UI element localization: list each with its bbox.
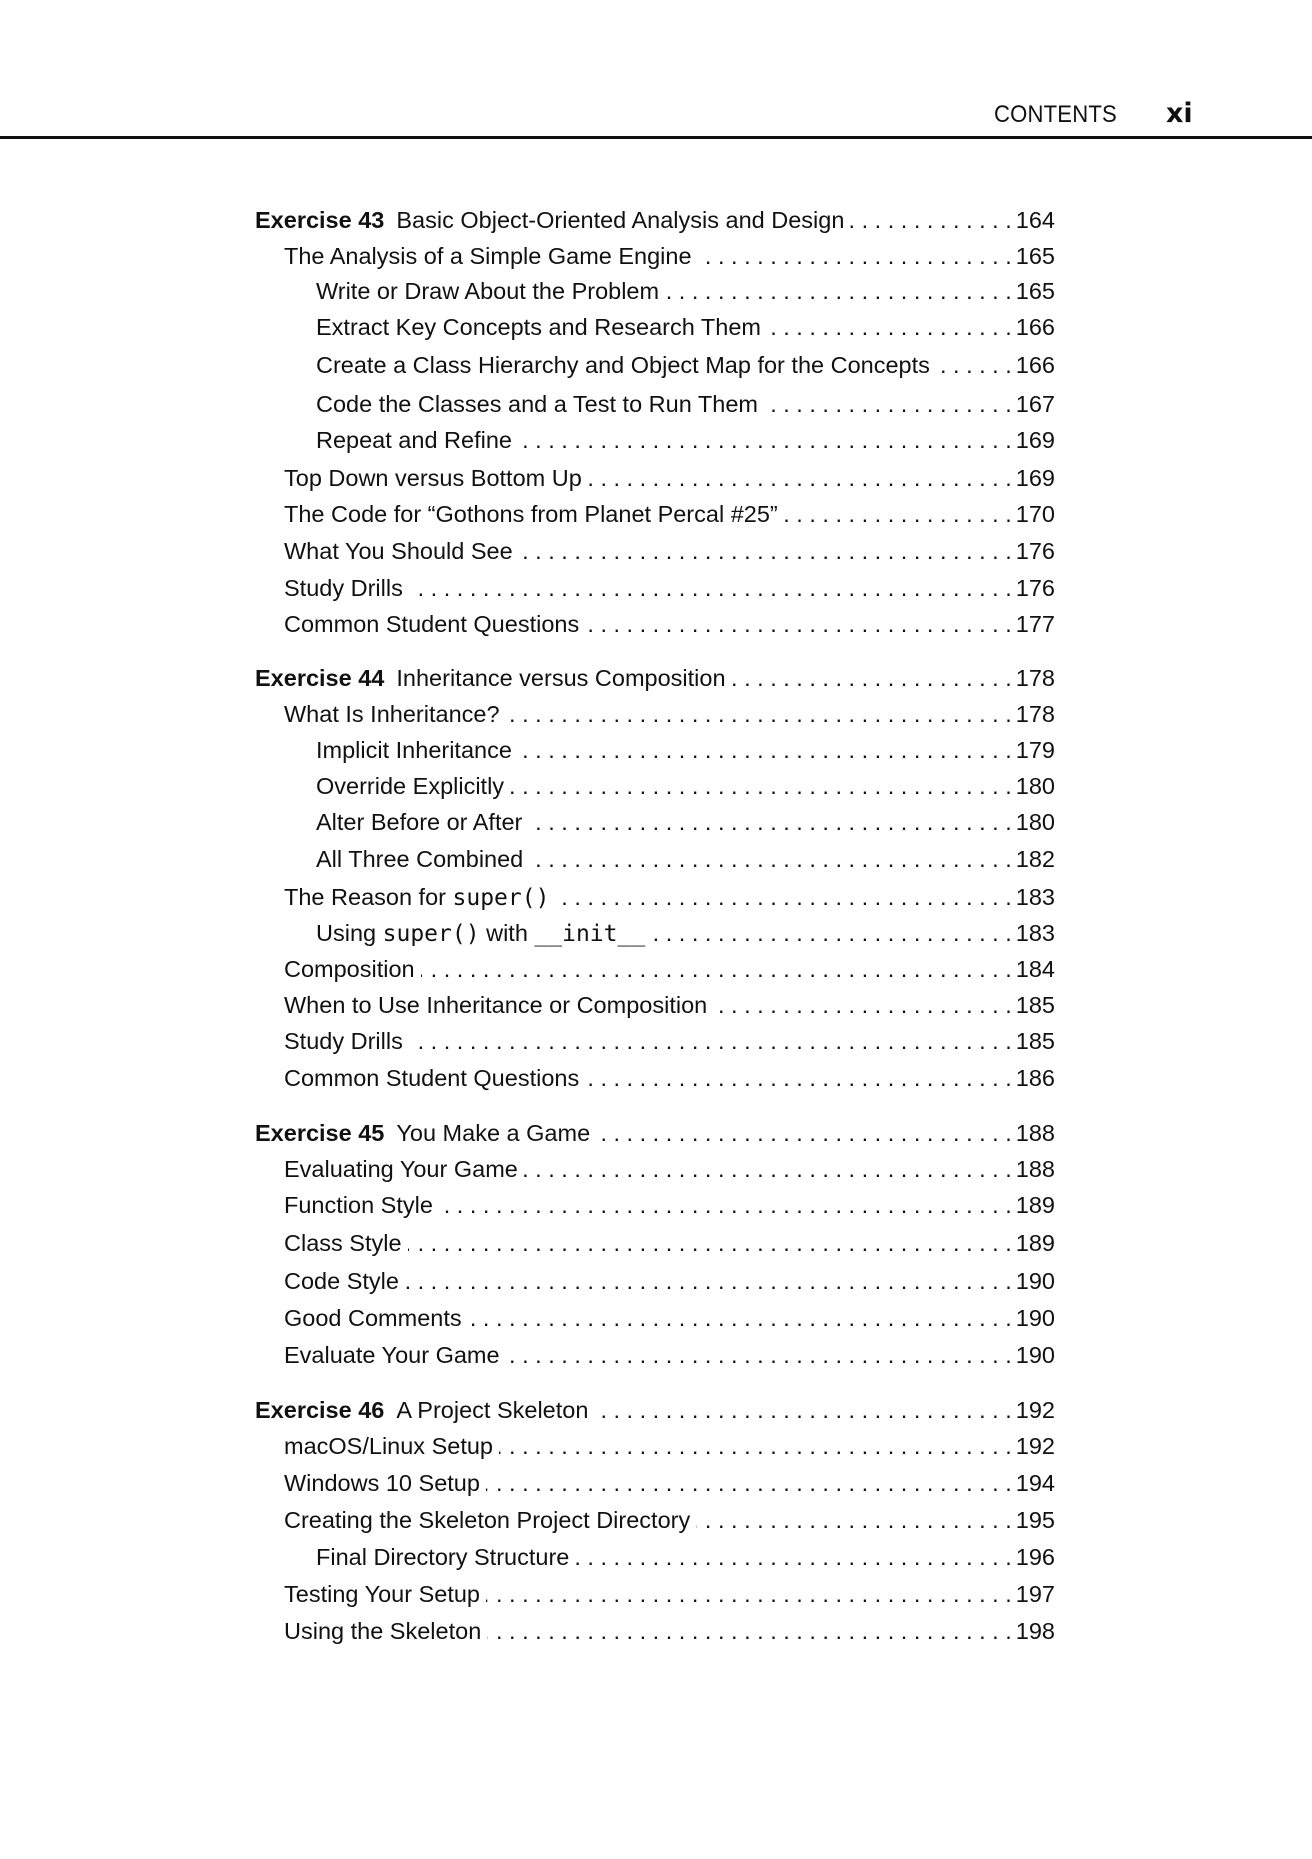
toc-entry-title — [284, 1025, 403, 1057]
exercise-number: Exercise 43 — [255, 207, 385, 233]
toc-page-number: 183 — [1015, 920, 1055, 946]
running-header-label: CONTENTS — [994, 101, 1117, 128]
toc-page-number: 169 — [1015, 427, 1055, 453]
toc-section-entry — [284, 1467, 1055, 1499]
title-text: with — [479, 920, 535, 946]
dot-leader — [596, 1117, 1012, 1149]
title-text: Creating the Skeleton Project Directory — [284, 1507, 691, 1533]
dot-leader — [408, 1227, 1012, 1259]
title-text: Code the Classes and a Test to Run Them — [316, 391, 758, 417]
title-text: The Reason for — [284, 884, 453, 910]
toc-subsection-entry — [316, 806, 1055, 838]
toc-subsection-entry — [316, 388, 1055, 420]
title-text: Testing Your Setup — [284, 1581, 480, 1607]
toc-section-entry — [284, 881, 1055, 913]
toc-entry-title — [284, 1504, 690, 1536]
title-text: Using the Skeleton — [284, 1618, 482, 1644]
toc-page-number: 167 — [1015, 391, 1055, 417]
toc-entry-title — [284, 1339, 500, 1371]
title-text: Common Student Questions — [284, 1065, 580, 1091]
toc-page-number: 185 — [1015, 1028, 1055, 1054]
toc-section-entry — [284, 498, 1055, 530]
title-text: The Analysis of a Simple Game Engine — [284, 243, 692, 269]
title-text: Basic Object-Oriented Analysis and Design — [396, 207, 845, 233]
title-text: Top Down versus Bottom Up — [284, 465, 582, 491]
title-text: Final Directory Structure — [316, 1544, 570, 1570]
toc-entry-title — [284, 498, 778, 530]
toc-entry-title — [284, 989, 707, 1021]
dot-leader — [506, 698, 1012, 730]
dot-leader — [850, 204, 1011, 236]
dot-leader — [528, 806, 1011, 838]
toc-page-number: 176 — [1015, 538, 1055, 564]
toc-page-number: 178 — [1015, 701, 1055, 727]
toc-entry-title — [316, 806, 522, 838]
toc-page-number: 164 — [1015, 207, 1055, 233]
toc-page-number: 189 — [1015, 1230, 1055, 1256]
toc-subsection-entry — [316, 734, 1055, 766]
toc-entry-title — [284, 1467, 480, 1499]
dot-leader — [585, 608, 1012, 640]
title-text: Composition — [284, 956, 415, 982]
dot-leader — [588, 462, 1012, 494]
exercise-number: Exercise 46 — [255, 1397, 385, 1423]
toc-section-entry — [284, 1430, 1055, 1462]
title-text: Write or Draw About the Problem — [316, 278, 660, 304]
toc-page-number: 183 — [1015, 884, 1055, 910]
toc-entry-title — [284, 572, 403, 604]
toc-section-entry — [284, 462, 1055, 494]
toc-page-number: 190 — [1015, 1342, 1055, 1368]
dot-leader — [405, 1265, 1012, 1297]
dot-leader — [936, 349, 1012, 381]
dot-leader — [518, 424, 1012, 456]
toc-page-number: 185 — [1015, 992, 1055, 1018]
title-text: Extract Key Concepts and Research Them — [316, 314, 761, 340]
title-text: Implicit Inheritance — [316, 737, 512, 763]
dot-leader — [439, 1189, 1012, 1221]
toc-page-number: 188 — [1015, 1156, 1055, 1182]
exercise-number: Exercise 44 — [255, 665, 385, 691]
dot-leader — [665, 275, 1012, 307]
toc-entry-title — [284, 698, 500, 730]
dot-leader — [486, 1578, 1012, 1610]
dot-leader — [519, 535, 1012, 567]
dot-leader — [510, 770, 1012, 802]
dot-leader — [421, 953, 1012, 985]
toc-entry-title — [316, 275, 659, 307]
dot-leader — [732, 662, 1012, 694]
dot-leader — [506, 1339, 1012, 1371]
toc-page-number: 180 — [1015, 773, 1055, 799]
toc-exercise-entry — [255, 1117, 1055, 1149]
dot-leader — [409, 572, 1012, 604]
toc-page-number: 192 — [1015, 1433, 1055, 1459]
toc-subsection-entry — [316, 917, 1055, 949]
toc-subsection-entry — [316, 424, 1055, 456]
toc-entry-title — [284, 1302, 462, 1334]
toc-section-entry — [284, 1227, 1055, 1259]
toc-entry-title — [316, 1541, 569, 1573]
title-text: You Make a Game — [396, 1120, 591, 1146]
dot-leader — [696, 1504, 1012, 1536]
toc-page-number: 180 — [1015, 809, 1055, 835]
toc-section-entry — [284, 1302, 1055, 1334]
toc-entry-title — [284, 1265, 399, 1297]
toc-page-number: 170 — [1015, 501, 1055, 527]
dot-leader — [468, 1302, 1012, 1334]
title-text: macOS/Linux Setup — [284, 1433, 493, 1459]
title-text: Study Drills — [284, 1028, 403, 1054]
dot-leader — [594, 1394, 1011, 1426]
toc-page-number: 165 — [1015, 243, 1055, 269]
toc-page-number: 197 — [1015, 1581, 1055, 1607]
inline-code: super() — [452, 885, 550, 911]
toc-section-entry — [284, 240, 1055, 272]
toc-section-entry — [284, 1339, 1055, 1371]
toc-entry-title — [284, 1153, 518, 1185]
toc-subsection-entry — [316, 1541, 1055, 1573]
toc-entry-title — [284, 1227, 402, 1259]
title-text: Evaluate Your Game — [284, 1342, 500, 1368]
toc-entry-title — [255, 662, 726, 694]
toc-exercise-entry — [255, 662, 1055, 694]
toc-entry-title — [316, 843, 523, 875]
title-text: Good Comments — [284, 1305, 462, 1331]
toc-page-number: 166 — [1015, 314, 1055, 340]
toc-page-number: 188 — [1015, 1120, 1055, 1146]
title-text: Windows 10 Setup — [284, 1470, 480, 1496]
toc-entry-title — [316, 734, 512, 766]
toc-section-entry — [284, 698, 1055, 730]
dot-leader — [555, 881, 1011, 913]
toc-page-number: 182 — [1015, 846, 1055, 872]
toc-section-entry — [284, 572, 1055, 604]
toc-entry-title — [316, 311, 761, 343]
toc-section-entry — [284, 1615, 1055, 1647]
dot-leader — [487, 1615, 1012, 1647]
toc-section-entry — [284, 1025, 1055, 1057]
toc-page-number: 184 — [1015, 956, 1055, 982]
toc-entry-title — [316, 388, 758, 420]
inline-code: super() — [382, 921, 480, 947]
dot-leader — [585, 1062, 1012, 1094]
page-number: xi — [1166, 98, 1193, 129]
toc-entry-title — [284, 1615, 481, 1647]
title-text: When to Use Inheritance or Composition — [284, 992, 708, 1018]
toc-section-entry — [284, 1189, 1055, 1221]
toc-subsection-entry — [316, 275, 1055, 307]
title-text: What You Should See — [284, 538, 513, 564]
toc-page-number: 195 — [1015, 1507, 1055, 1533]
toc-entry-title — [284, 1430, 493, 1462]
title-text: What Is Inheritance? — [284, 701, 500, 727]
title-text: Repeat and Refine — [316, 427, 512, 453]
toc-entry-title — [316, 349, 930, 381]
toc-entry-title — [316, 424, 512, 456]
toc-page-number: 165 — [1015, 278, 1055, 304]
title-text: Inheritance versus Composition — [396, 665, 726, 691]
title-text: Common Student Questions — [284, 611, 580, 637]
toc-page-number: 166 — [1015, 352, 1055, 378]
dot-leader — [524, 1153, 1012, 1185]
toc-entry-title — [255, 1117, 590, 1149]
dot-leader — [713, 989, 1012, 1021]
toc-section-entry — [284, 1578, 1055, 1610]
toc-page-number: 196 — [1015, 1544, 1055, 1570]
inline-code: __init__ — [534, 921, 646, 947]
toc-section-entry — [284, 535, 1055, 567]
toc-section-entry — [284, 953, 1055, 985]
exercise-number: Exercise 45 — [255, 1120, 385, 1146]
toc-entry-title — [284, 1062, 579, 1094]
title-text: Create a Class Hierarchy and Object Map for the Concepts — [316, 352, 930, 378]
toc-entry-title — [284, 1578, 480, 1610]
toc-subsection-entry — [316, 311, 1055, 343]
dot-leader — [529, 843, 1012, 875]
toc-page-number: 198 — [1015, 1618, 1055, 1644]
dot-leader — [698, 240, 1012, 272]
toc-page-number: 192 — [1015, 1397, 1055, 1423]
dot-leader — [518, 734, 1012, 766]
toc-exercise-entry — [255, 1394, 1055, 1426]
toc-entry-title — [316, 917, 645, 950]
toc-section-entry — [284, 1265, 1055, 1297]
toc-entry-title — [284, 462, 582, 494]
title-text: Evaluating Your Game — [284, 1156, 518, 1182]
dot-leader — [486, 1467, 1012, 1499]
toc-page-number: 194 — [1015, 1470, 1055, 1496]
title-text: All Three Combined — [316, 846, 524, 872]
toc-page-number: 169 — [1015, 465, 1055, 491]
toc-page-number: 190 — [1015, 1305, 1055, 1331]
dot-leader — [409, 1025, 1012, 1057]
toc-subsection-entry — [316, 349, 1055, 381]
title-text: Study Drills — [284, 575, 403, 601]
dot-leader — [764, 388, 1012, 420]
toc-exercise-entry — [255, 204, 1055, 236]
title-text: Class Style — [284, 1230, 402, 1256]
toc-page-number: 186 — [1015, 1065, 1055, 1091]
title-text: Code Style — [284, 1268, 399, 1294]
toc-subsection-entry — [316, 770, 1055, 802]
toc-entry-title — [284, 953, 415, 985]
title-text: A Project Skeleton — [396, 1397, 589, 1423]
toc-entry-title — [284, 535, 513, 567]
title-text: Using — [316, 920, 383, 946]
toc-section-entry — [284, 608, 1055, 640]
toc-page-number: 178 — [1015, 665, 1055, 691]
toc-entry-title — [284, 1189, 433, 1221]
title-text: The Code for “Gothons from Planet Percal #25” — [284, 501, 778, 527]
toc-entry-title — [284, 240, 692, 272]
toc-page-number: 189 — [1015, 1192, 1055, 1218]
toc-page-number: 190 — [1015, 1268, 1055, 1294]
dot-leader — [767, 311, 1012, 343]
toc-entry-title — [284, 881, 549, 914]
toc-page-number: 179 — [1015, 737, 1055, 763]
toc-entry-title — [284, 608, 579, 640]
toc-page-number: 176 — [1015, 575, 1055, 601]
toc-entry-title — [255, 204, 844, 236]
toc-section-entry — [284, 1504, 1055, 1536]
toc-subsection-entry — [316, 843, 1055, 875]
toc-entry-title — [255, 1394, 588, 1426]
dot-leader — [575, 1541, 1011, 1573]
toc-entry-title — [316, 770, 504, 802]
toc-section-entry — [284, 1153, 1055, 1185]
title-text: Alter Before or After — [316, 809, 523, 835]
title-text: Function Style — [284, 1192, 433, 1218]
dot-leader — [651, 917, 1012, 949]
toc-section-entry — [284, 989, 1055, 1021]
toc-section-entry — [284, 1062, 1055, 1094]
dot-leader — [499, 1430, 1012, 1462]
title-text: Override Explicitly — [316, 773, 505, 799]
dot-leader — [784, 498, 1012, 530]
toc-page-number: 177 — [1015, 611, 1055, 637]
